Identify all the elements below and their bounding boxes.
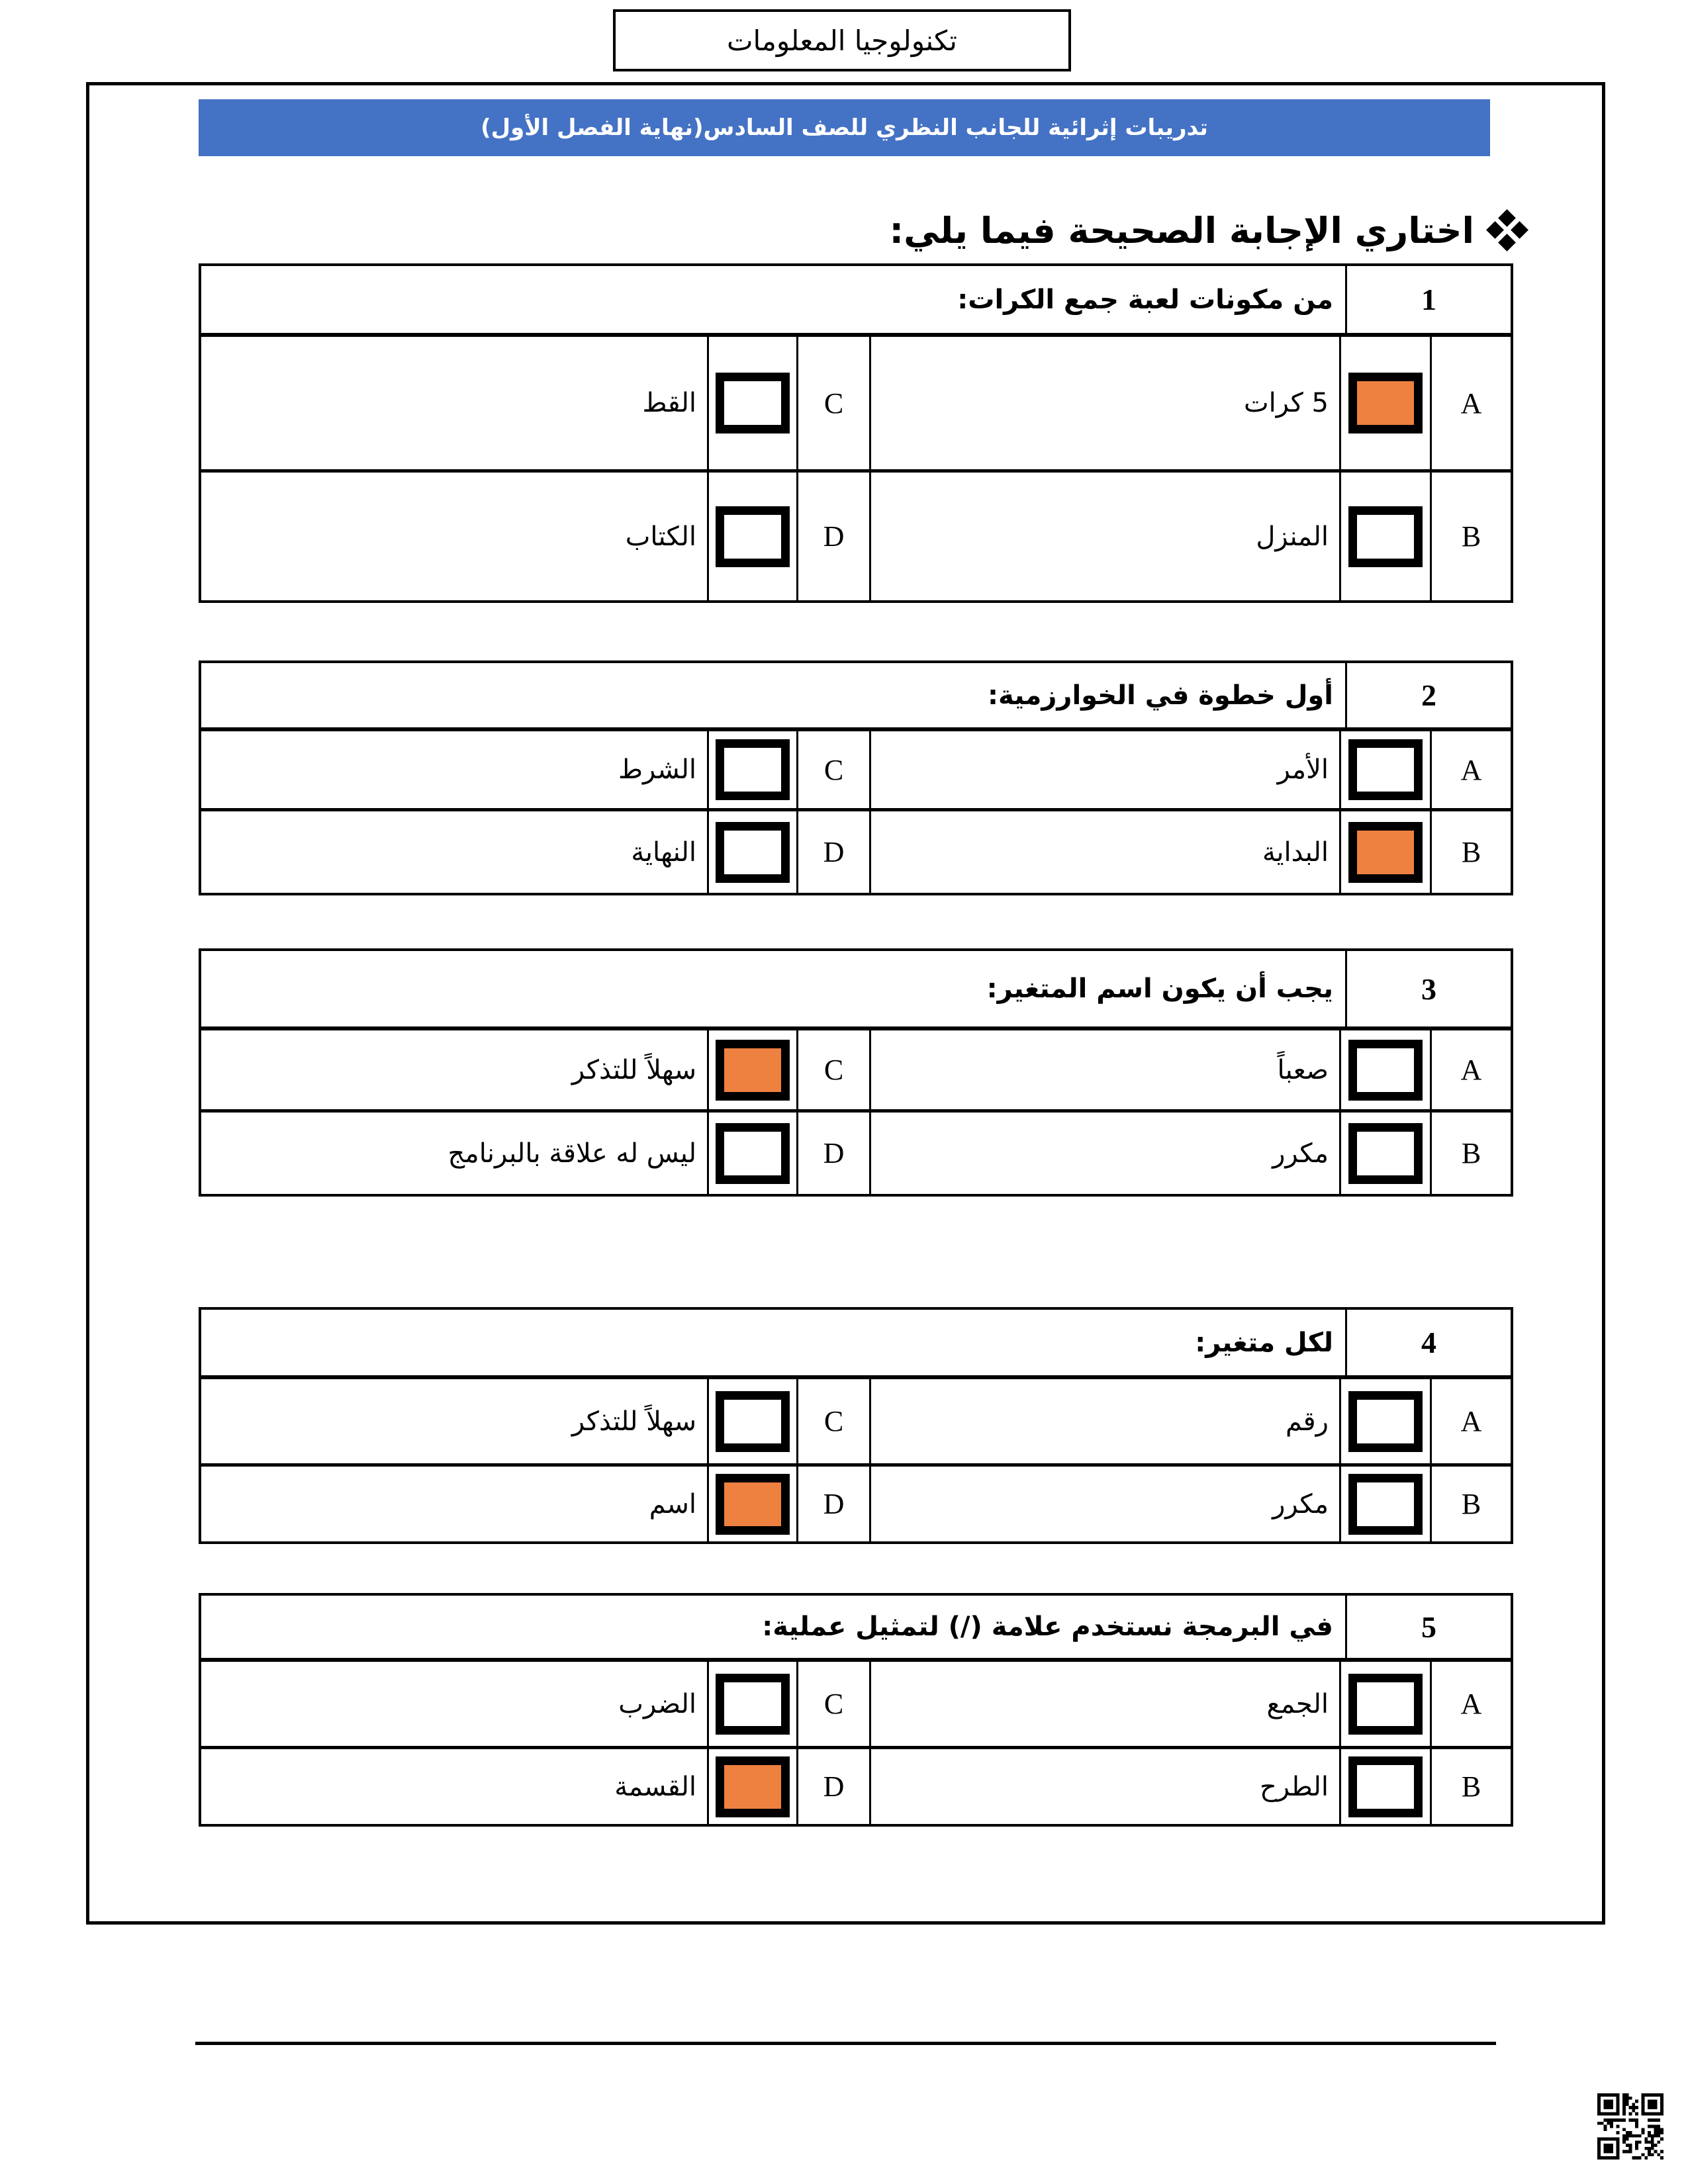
question-header-row <box>201 266 1511 337</box>
option-checkbox-cell <box>707 1030 796 1109</box>
question-header-row <box>201 1596 1511 1662</box>
option-letter-a: A <box>1430 337 1511 469</box>
answer-checkbox-b[interactable] <box>1348 1123 1423 1184</box>
option-checkbox-cell <box>1339 1749 1430 1824</box>
option-text-b: البداية <box>869 811 1339 893</box>
option-checkbox-cell <box>1339 1379 1430 1463</box>
question-table <box>199 660 1513 895</box>
option-text-b: مكرر <box>869 1467 1339 1541</box>
question-text: يجب أن يكون اسم المتغير: <box>986 974 1333 1004</box>
header-banner <box>199 99 1490 156</box>
options-row-2 <box>201 1113 1511 1194</box>
option-letter-b: B <box>1430 473 1511 600</box>
answer-checkbox-b[interactable] <box>1348 822 1423 883</box>
answer-checkbox-c[interactable] <box>716 373 790 433</box>
option-text-a: صعباً <box>869 1030 1339 1109</box>
option-checkbox-cell <box>1339 731 1430 808</box>
option-letter-d: D <box>796 1749 869 1824</box>
answer-checkbox-b[interactable] <box>1348 506 1423 567</box>
option-checkbox-cell <box>1339 1030 1430 1109</box>
answer-checkbox-d[interactable] <box>716 822 790 883</box>
option-letter-a: A <box>1430 1030 1511 1109</box>
answer-checkbox-c[interactable] <box>716 1391 790 1452</box>
options-row-1 <box>201 1030 1511 1113</box>
answer-checkbox-a[interactable] <box>1348 1391 1423 1452</box>
option-checkbox-cell <box>707 1749 796 1824</box>
question-text: لكل متغير: <box>1195 1327 1333 1358</box>
question-header-row <box>201 951 1511 1030</box>
question-table <box>199 1593 1513 1827</box>
option-letter-a: A <box>1430 731 1511 808</box>
answer-checkbox-d[interactable] <box>716 1123 790 1184</box>
option-text-d: النهاية <box>631 837 696 868</box>
option-text-b: الطرح <box>869 1749 1339 1824</box>
question-number: 4 <box>1345 1310 1511 1375</box>
option-checkbox-cell <box>1339 1113 1430 1194</box>
question-header-row <box>201 663 1511 731</box>
options-row-2 <box>201 1749 1511 1824</box>
answer-checkbox-b[interactable] <box>1348 1474 1423 1535</box>
option-text-c: سهلاً للتذكر <box>571 1054 696 1085</box>
question-table <box>199 263 1513 603</box>
subject-title: تكنولوجيا المعلومات <box>727 24 957 57</box>
option-text-d: القسمة <box>614 1771 696 1802</box>
option-checkbox-cell <box>707 1379 796 1463</box>
question-number: 1 <box>1345 266 1511 333</box>
option-letter-c: C <box>796 1379 869 1463</box>
answer-checkbox-a[interactable] <box>1348 739 1423 800</box>
option-text-b: مكرر <box>869 1113 1339 1194</box>
option-text-a: رقم <box>869 1379 1339 1463</box>
option-text-c: الشرط <box>618 754 696 785</box>
option-text-c: الضرب <box>618 1688 696 1719</box>
instruction-heading <box>889 197 1526 263</box>
option-text-a: 5 كرات <box>869 337 1339 469</box>
option-text-d: اسم <box>649 1488 696 1520</box>
option-text-d: ليس له علاقة بالبرنامج <box>447 1138 696 1169</box>
answer-checkbox-c[interactable] <box>716 1040 790 1101</box>
option-checkbox-cell <box>707 1467 796 1541</box>
option-checkbox-cell <box>707 337 796 469</box>
option-letter-c: C <box>796 1030 869 1109</box>
option-letter-b: B <box>1430 1467 1511 1541</box>
option-letter-c: C <box>796 1662 869 1746</box>
options-row-1 <box>201 337 1511 473</box>
option-text-b: المنزل <box>869 473 1339 600</box>
banner-text: تدريبات إثرائية للجانب النظري للصف السادس(نهاية الفصل الأول) <box>481 114 1208 141</box>
option-text-c: القط <box>642 388 696 418</box>
answer-checkbox-a[interactable] <box>1348 1040 1423 1101</box>
option-checkbox-cell <box>1339 811 1430 893</box>
options-row-1 <box>201 1662 1511 1749</box>
option-letter-d: D <box>796 1113 869 1194</box>
diamond-bullet-icon <box>1489 212 1526 249</box>
option-letter-b: B <box>1430 811 1511 893</box>
options-row-1 <box>201 731 1511 811</box>
option-checkbox-cell <box>1339 1662 1430 1746</box>
option-letter-c: C <box>796 731 869 808</box>
question-text: في البرمجة نستخدم علامة (/) لتمثيل عملية: <box>762 1612 1333 1642</box>
answer-checkbox-a[interactable] <box>1348 373 1423 433</box>
option-letter-b: B <box>1430 1749 1511 1824</box>
footer-rule <box>195 2042 1496 2045</box>
answer-checkbox-c[interactable] <box>716 739 790 800</box>
answer-checkbox-d[interactable] <box>716 1756 790 1817</box>
option-text-a: الأمر <box>869 731 1339 808</box>
answer-checkbox-b[interactable] <box>1348 1756 1423 1817</box>
options-row-2 <box>201 473 1511 600</box>
question-number: 2 <box>1345 663 1511 727</box>
option-text-d: الكتاب <box>625 521 696 552</box>
option-letter-a: A <box>1430 1379 1511 1463</box>
option-checkbox-cell <box>707 1662 796 1746</box>
option-letter-d: D <box>796 1467 869 1541</box>
answer-checkbox-a[interactable] <box>1348 1674 1423 1735</box>
instruction-text: اختاري الإجابة الصحيحة فيما يلي: <box>889 209 1474 251</box>
question-header-row <box>201 1310 1511 1379</box>
options-row-2 <box>201 811 1511 893</box>
option-checkbox-cell <box>707 1113 796 1194</box>
subject-title-box <box>613 9 1071 71</box>
option-letter-d: D <box>796 473 869 600</box>
option-checkbox-cell <box>707 811 796 893</box>
option-letter-c: C <box>796 337 869 469</box>
question-text: أول خطوة في الخوارزمية: <box>988 680 1333 711</box>
option-letter-b: B <box>1430 1113 1511 1194</box>
option-letter-d: D <box>796 811 869 893</box>
qr-code <box>1597 2093 1664 2160</box>
answer-checkbox-d[interactable] <box>716 506 790 567</box>
option-checkbox-cell <box>1339 473 1430 600</box>
question-text: من مكونات لعبة جمع الكرات: <box>957 284 1333 315</box>
option-text-a: الجمع <box>869 1662 1339 1746</box>
option-checkbox-cell <box>707 473 796 600</box>
options-row-1 <box>201 1379 1511 1467</box>
option-text-c: سهلاً للتذكر <box>571 1406 696 1437</box>
option-checkbox-cell <box>1339 337 1430 469</box>
question-number: 5 <box>1345 1596 1511 1658</box>
answer-checkbox-d[interactable] <box>716 1474 790 1535</box>
question-table <box>199 948 1513 1197</box>
options-row-2 <box>201 1467 1511 1541</box>
option-letter-a: A <box>1430 1662 1511 1746</box>
option-checkbox-cell <box>707 731 796 808</box>
option-checkbox-cell <box>1339 1467 1430 1541</box>
question-table <box>199 1307 1513 1544</box>
question-number: 3 <box>1345 951 1511 1026</box>
answer-checkbox-c[interactable] <box>716 1674 790 1735</box>
